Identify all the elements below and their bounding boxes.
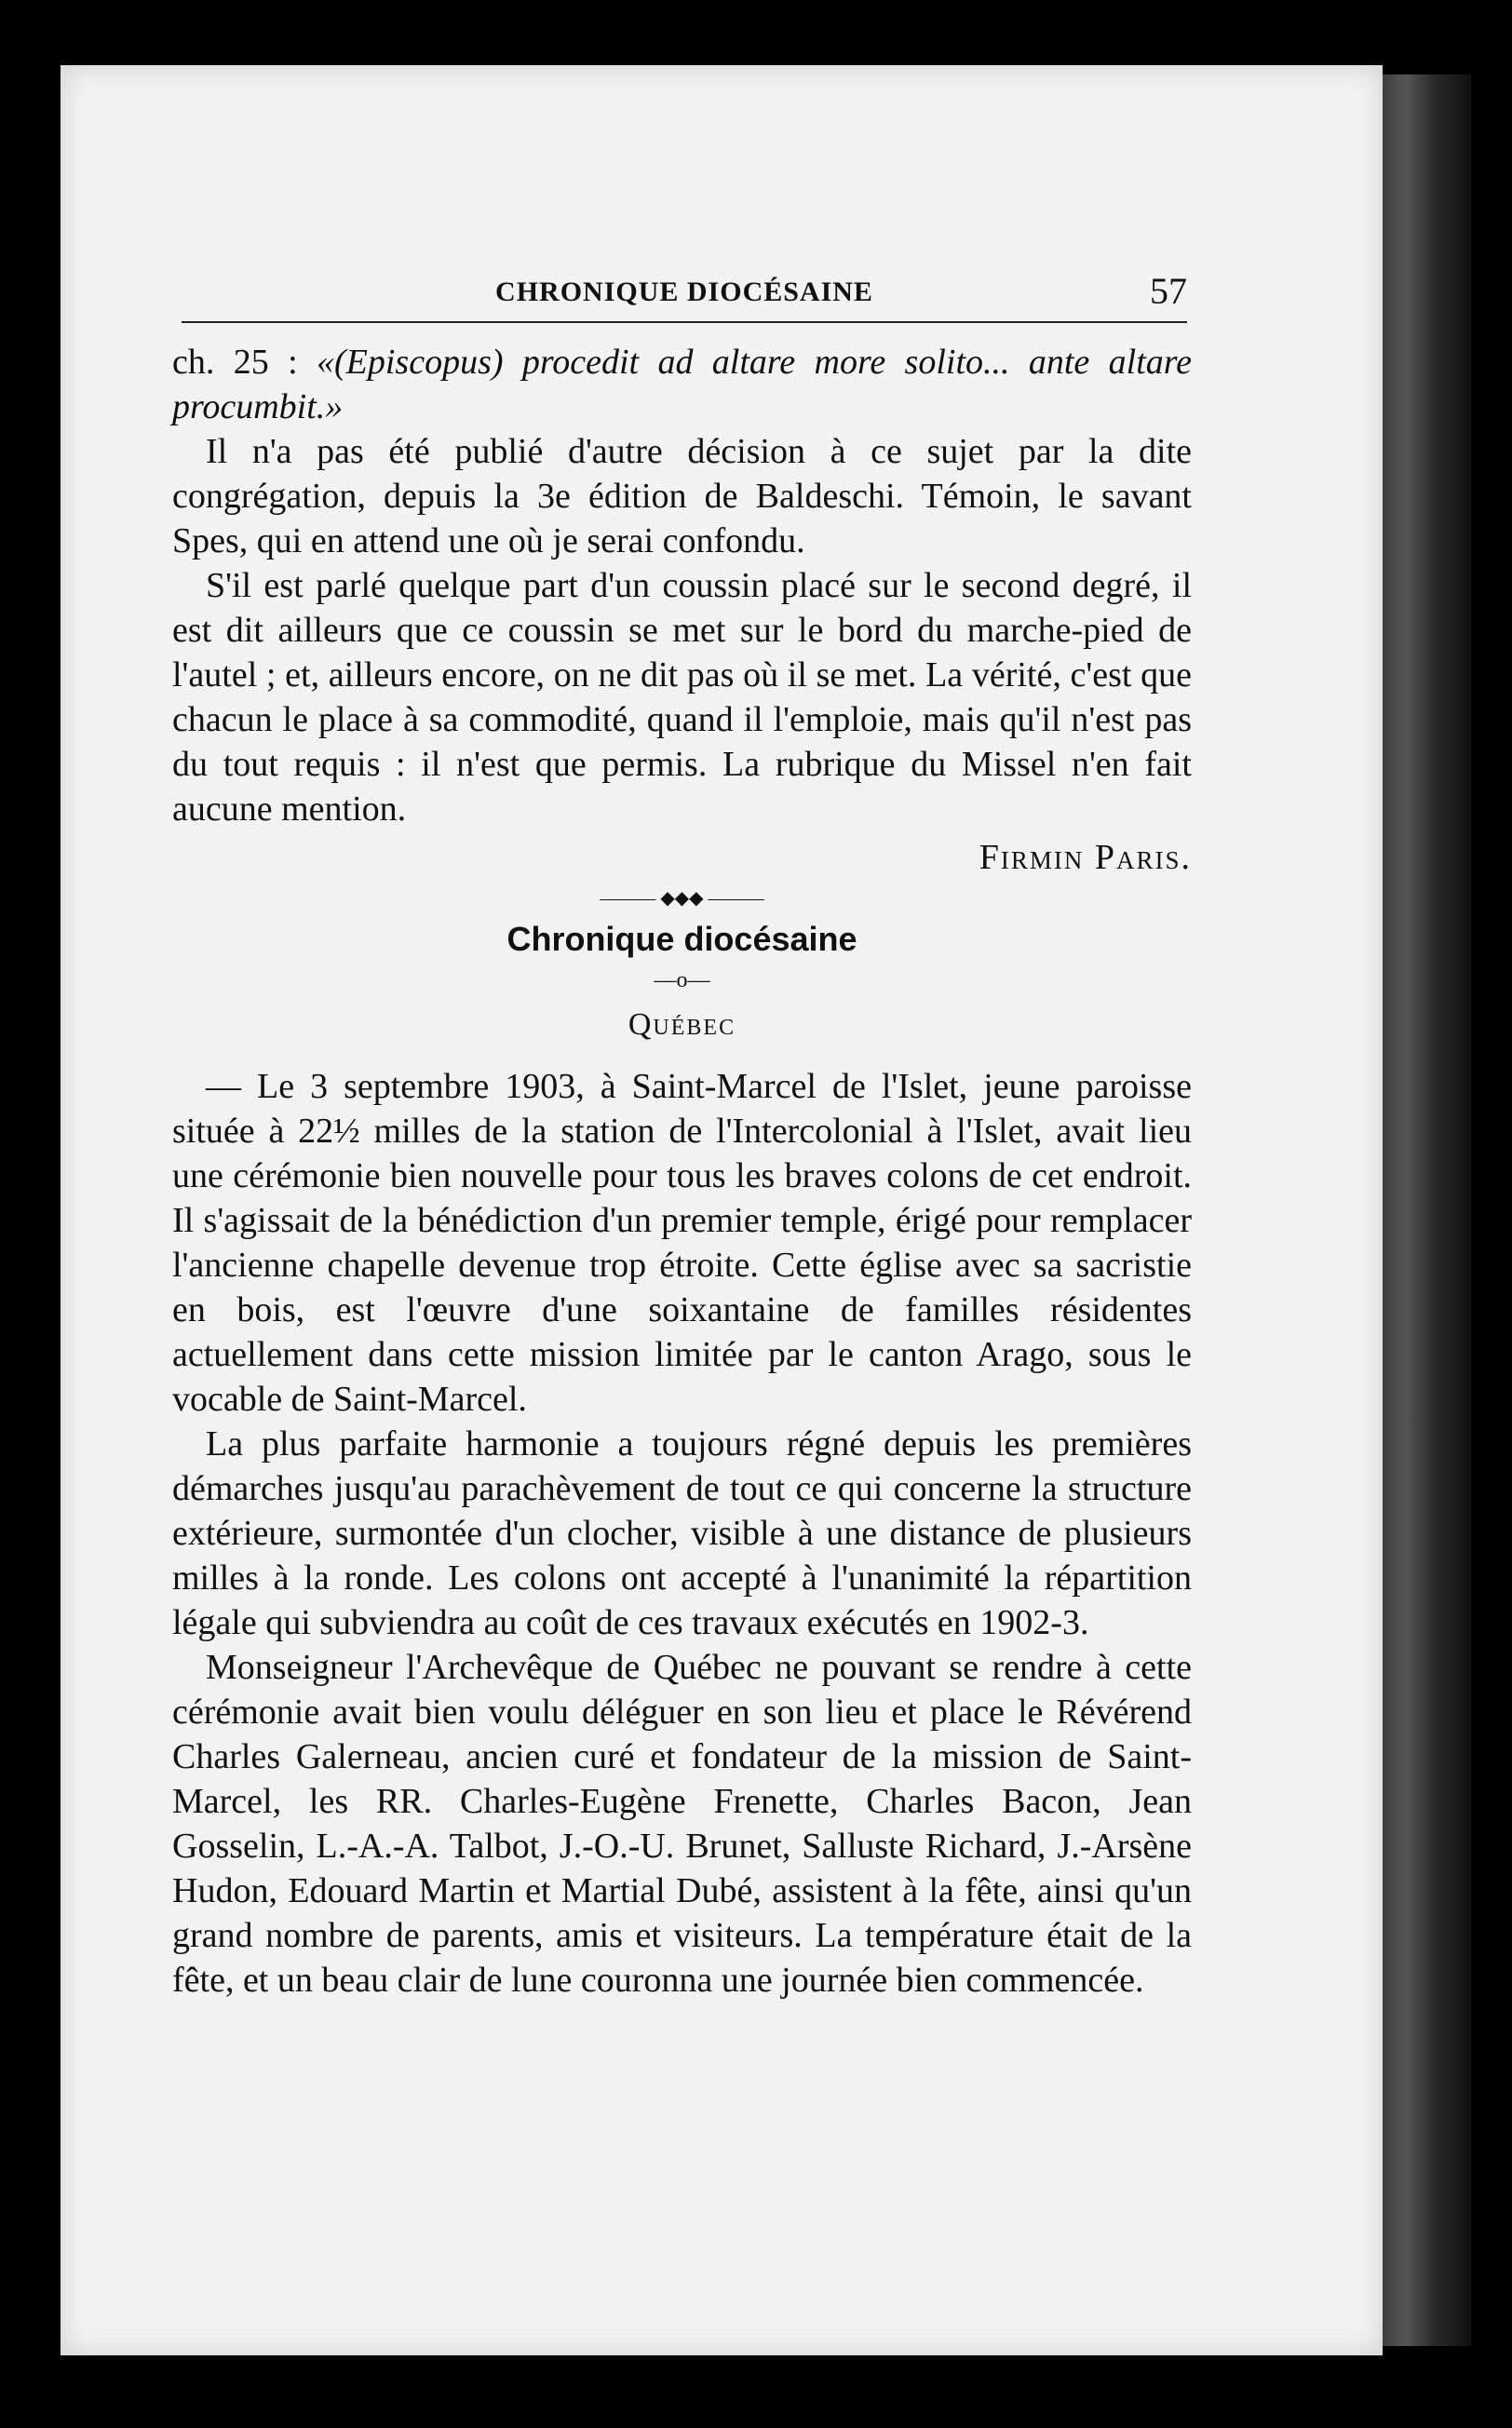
- section-subheading: Québec: [628, 1007, 736, 1042]
- latin-quote: «(Episcopus) procedit ad altare more solito... ante altare procumbit.»: [172, 343, 1192, 426]
- small-divider: —o—: [654, 968, 710, 992]
- author-signature: Firmin Paris.: [979, 838, 1192, 877]
- body-text: [172, 340, 1192, 2003]
- chapter-ref: ch. 25 :: [172, 343, 298, 382]
- paragraph: Monseigneur l'Archevêque de Québec ne pouvant se rendre à cette cérémonie avait bien voulu déléguer en son lieu et place le Révérend Charles Galerneau, ancien curé et fondateur de la mission de Saint-Marcel, les RR. Charles-Eugène Frenette, Charles Bacon, Jean Gosselin, L.-A.-A. Talbot, J.-O.-U. Brunet, Salluste Richard, J.-Arsène Hudon, Edouard Martin et Martial Dubé, assistent à la fête, ainsi qu'un grand nombre de parents, amis et visiteurs. La température était de la fête, et un beau clair de lune couronna une journée bien commencée.: [172, 1648, 1192, 2000]
- ornament-divider: ——— ◆◆◆ ———: [600, 888, 764, 909]
- book-page: [61, 65, 1383, 2355]
- paragraph: Il n'a pas été publié d'autre décision à ce sujet par la dite congrégation, depuis la 3e édition de Baldeschi. Témoin, le savant Spes, qui en attend une où je serai confondu.: [172, 432, 1192, 560]
- book-page-edges: [1378, 74, 1471, 2346]
- running-head: [182, 265, 1187, 323]
- section-heading: Chronique diocésaine: [506, 920, 857, 958]
- paragraph: S'il est parlé quelque part d'un coussin placé sur le second degré, il est dit ailleurs que ce coussin se met sur le bord du marche-pied de l'autel ; et, ailleurs encore, on ne dit pas où il se met. La vérité, c'est que chacun le place à sa commodité, quand il l'emploie, mais qu'il n'est pas du tout requis : il n'est que permis. La rubrique du Missel n'en fait aucune mention.: [172, 566, 1192, 829]
- quote-paragraph: [172, 340, 1192, 429]
- paragraph: — Le 3 septembre 1903, à Saint-Marcel de l'Islet, jeune paroisse située à 22½ milles de la station de l'Intercolonial à l'Islet, avait lieu une cérémonie bien nouvelle pour tous les braves colons de cet endroit. Il s'agissait de la bénédiction d'un premier temple, érigé pour remplacer l'ancienne chapelle devenue trop étroite. Cette église avec sa sacristie en bois, est l'œuvre d'une soixantaine de familles résidentes actuellement dans cette mission limitée par le canton Arago, sous le vocable de Saint-Marcel.: [172, 1067, 1192, 1419]
- paragraph: La plus parfaite harmonie a toujours régné depuis les premières démarches jusqu'au parachèvement de tout ce qui concerne la structure extérieure, surmontée d'un clocher, visible à une distance de plusieurs milles à la ronde. Les colons ont accepté à l'unanimité la répartition légale qui subviendra au coût de ces travaux exécutés en 1902-3.: [172, 1424, 1192, 1642]
- running-title: CHRONIQUE DIOCÉSAINE: [495, 277, 873, 307]
- page-number: 57: [1150, 270, 1187, 312]
